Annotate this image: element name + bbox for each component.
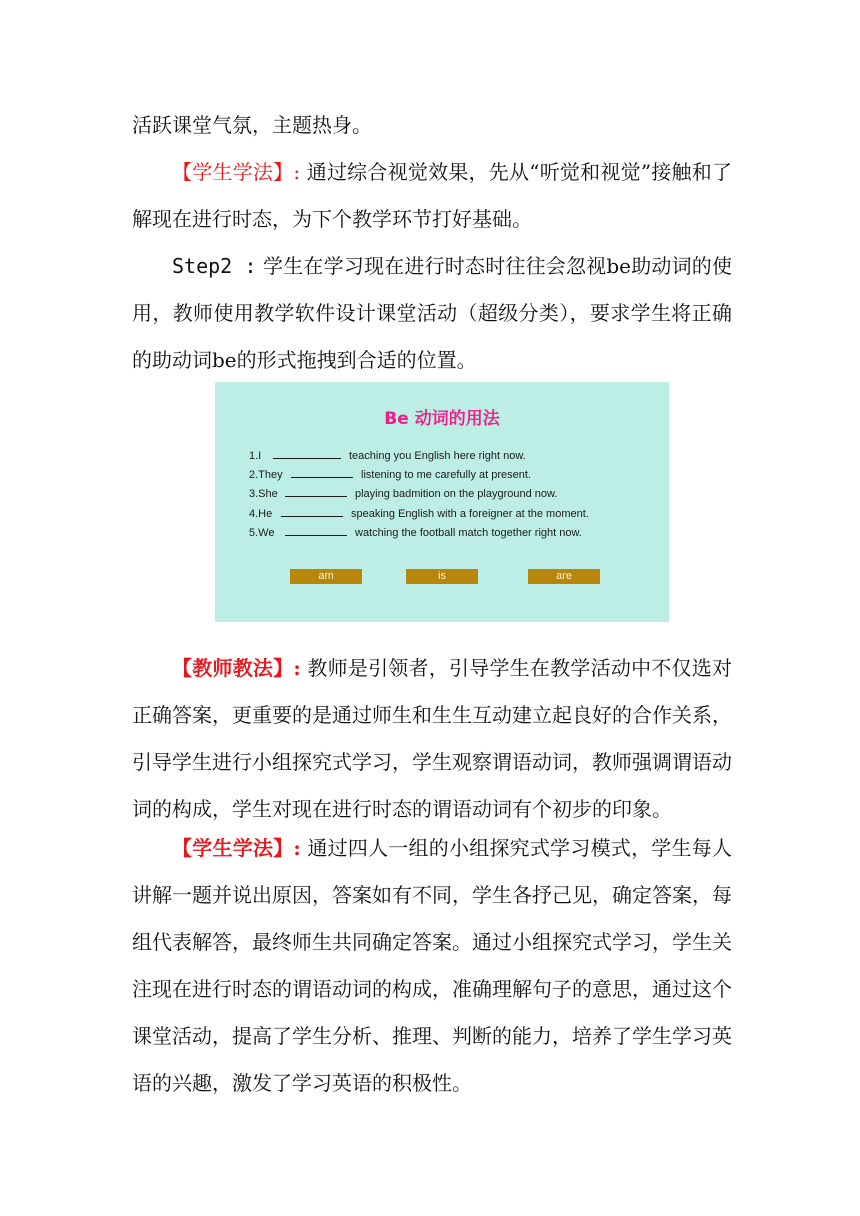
paragraph-text: 活跃课堂气氛，主题热身。 xyxy=(132,113,372,137)
sentence-number: 3.She xyxy=(249,488,278,500)
be-verb-exercise-figure xyxy=(215,382,669,622)
sentence-number: 4.He xyxy=(249,508,273,520)
paragraph-warmup xyxy=(132,102,732,149)
section-tag: 【学生学法】: xyxy=(172,160,301,184)
paragraph-student-method-2 xyxy=(132,825,732,1107)
paragraph-text: 通过综合视觉效果，先从“听觉和视觉”接触和了解现在进行时态，为下个教学环节打好基础。 xyxy=(132,160,732,231)
sentence-text: playing badmition on the playground now. xyxy=(355,488,558,500)
paragraph-teacher-method xyxy=(132,645,732,833)
figure-title: Be 动词的用法 xyxy=(384,409,500,429)
sentence-text: watching the football match together right now. xyxy=(355,527,582,539)
answer-blank[interactable] xyxy=(285,534,347,536)
paragraph-student-method-1 xyxy=(132,149,732,243)
sentence-number: 2.They xyxy=(249,469,283,481)
answer-blank[interactable] xyxy=(281,515,343,517)
sentence-text: speaking English with a foreigner at the moment. xyxy=(351,508,589,520)
section-tag: 【教师教法】: xyxy=(172,656,301,680)
paragraph-text: 学生在学习现在进行时态时往往会忽视be助动词的使用，教师使用教学软件设计课堂活动（超级分类），要求学生将正确的助动词be的形式拖拽到合适的位置。 xyxy=(132,254,732,372)
exercise-sentence xyxy=(249,488,557,500)
answer-blank[interactable] xyxy=(291,476,353,478)
step-label: Step2 : xyxy=(172,254,257,278)
exercise-sentence xyxy=(249,527,582,539)
paragraph-step2 xyxy=(132,243,732,384)
answer-chip-are[interactable]: are xyxy=(528,569,600,584)
answer-blank[interactable] xyxy=(285,495,347,497)
exercise-sentence xyxy=(249,508,589,520)
section-tag: 【学生学法】: xyxy=(172,836,301,860)
answer-chip-am[interactable]: am xyxy=(290,569,362,584)
sentence-text: teaching you English here right now. xyxy=(349,450,526,462)
exercise-sentence xyxy=(249,469,531,481)
paragraph-text: 通过四人一组的小组探究式学习模式，学生每人讲解一题并说出原因，答案如有不同，学生各抒己见，确定答案，每组代表解答，最终师生共同确定答案。通过小组探究式学习，学生关注现在进行时态的谓语动词的构成，准确理解句子的意思，通过这个课堂活动，提高了学生分析、推理、判断的能力，培养了学生学习英语的兴趣，激发了学习英语的积极性。 xyxy=(132,836,732,1095)
paragraph-text: 教师是引领者，引导学生在教学活动中不仅选对正确答案，更重要的是通过师生和生生互动建立起良好的合作关系，引导学生进行小组探究式学习，学生观察谓语动词，教师强调谓语动词的构成，学生对现在进行时态的谓语动词有个初步的印象。 xyxy=(132,656,732,821)
exercise-sentence xyxy=(249,450,526,462)
sentence-number: 5.We xyxy=(249,527,275,539)
answer-chip-is[interactable]: is xyxy=(406,569,478,584)
sentence-text: listening to me carefully at present. xyxy=(361,469,531,481)
answer-blank[interactable] xyxy=(273,457,341,459)
sentence-number: 1.I xyxy=(249,450,262,462)
